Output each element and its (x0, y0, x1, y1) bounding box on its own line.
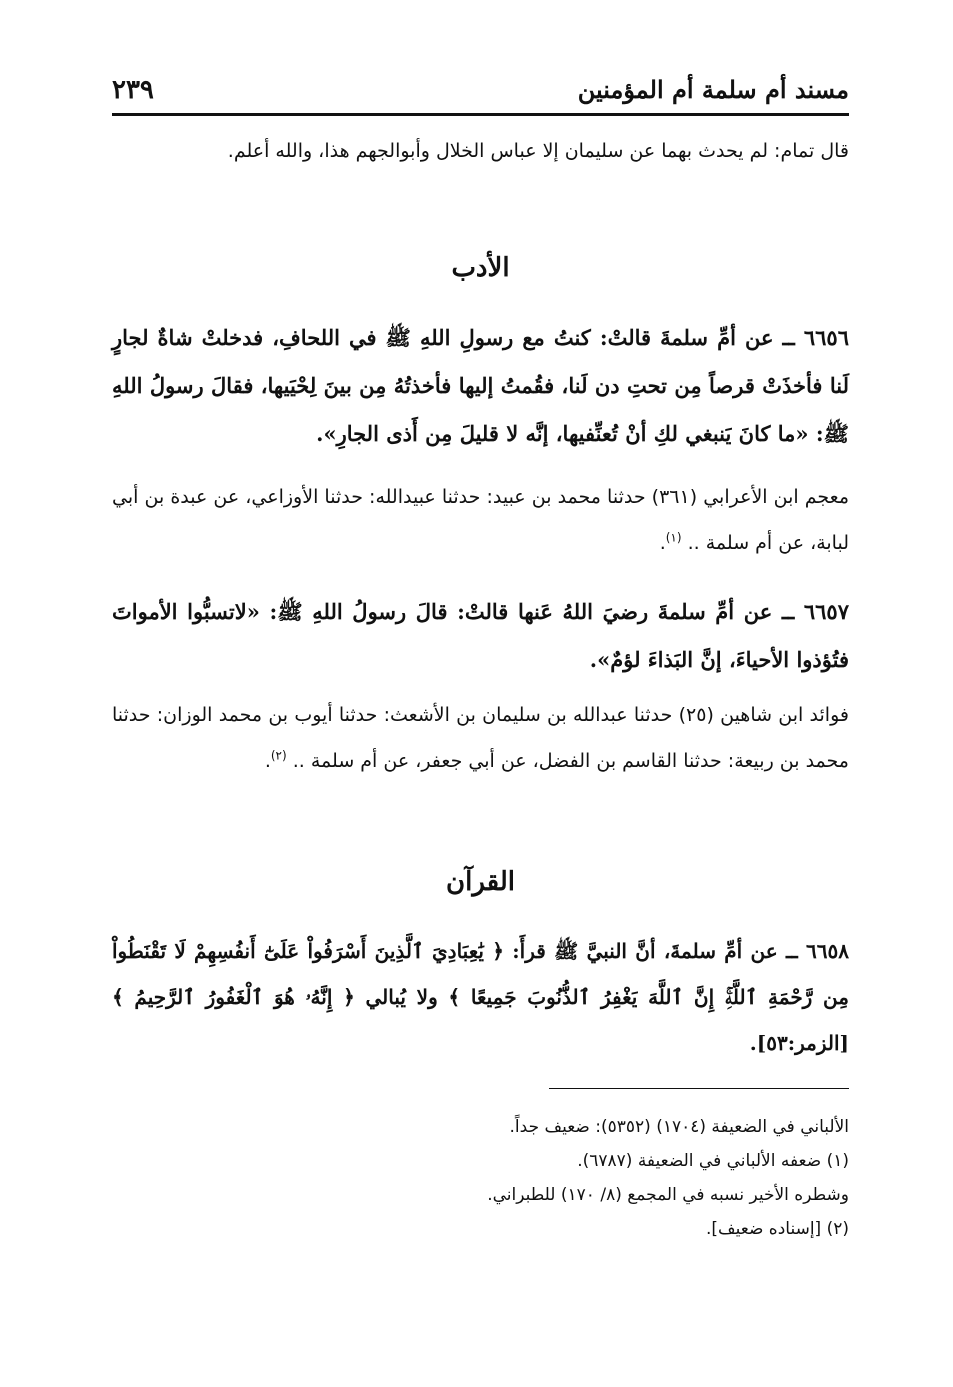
footnotes (112, 1110, 849, 1246)
footnote-line: وشطره الأخير نسبه في المجمع (٨/ ١٧٠) للطبراني. (487, 1185, 849, 1205)
footnote-1: (١) ضعفه الألباني في الضعيفة (٦٧٨٧). (577, 1151, 849, 1171)
source-text: معجم ابن الأعرابي (٣٦١) حدثنا محمد بن عبيد: حدثنا عبيدالله: حدثنا الأوزاعي، عن عبدة بن أبي لبابة، عن أم سلمة .. (112, 486, 850, 554)
source-text: فوائد ابن شاهين (٢٥) حدثنا عبدالله بن سليمان بن الأشعث: حدثنا أيوب بن محمد الوزان: حدثنا محمد بن ربيعة: حدثنا القاسم بن الفضل، عن أبي جعفر، عن أم سلمة .. (112, 704, 849, 772)
hadith-6656-source: معجم ابن الأعرابي (٣٦١) حدثنا محمد بن عبيد: حدثنا عبيدالله: حدثنا الأوزاعي، عن عبدة بن أبي لبابة، عن أم سلمة .. $^{(١)}$. (112, 486, 850, 554)
footnote-2: (٢) [إسناده ضعيف]. (705, 1219, 849, 1239)
footnote-line: الألباني في الضعيفة (١٧٠٤) (٥٣٥٢): ضعيف جداً. (509, 1117, 849, 1137)
intro-note: قال تمام: لم يحدث بهما عن سليمان إلا عباس الخلال وأبوالجهم هذا، والله أعلم. (227, 140, 849, 162)
hadith-6656: ٦٦٥٦ ــ عن أمِّ سلمةَ قالتْ: كنتُ مع رسولِ اللهِ ﷺ في اللحافِ، فدخلتْ شاةٌ لجارٍ لَنا فأخذَتْ قرصاً مِن تحتِ دن لَنا، فقُمتُ إليها فأخذتُهُ مِن بينَ لِحْيَيها، فقالَ رسولُ اللهِ ﷺ: «ما كانَ يَنبغي لكِ أنْ تُعنِّفيها، إنَّه لا قليلَ مِن أَذى الجارِ». (112, 325, 849, 446)
running-header-title: مسند أم سلمة أم المؤمنين (577, 75, 849, 104)
section-heading-adab: الأدب (451, 253, 510, 283)
section-heading-quran: القرآن (446, 867, 515, 897)
header-divider (112, 113, 849, 116)
footnote-ref-1: (١) (665, 530, 682, 545)
page-number: ٢٣٩ (112, 75, 154, 105)
hadith-6657-source: فوائد ابن شاهين (٢٥) حدثنا عبدالله بن سليمان بن الأشعث: حدثنا أيوب بن محمد الوزان: حدثنا محمد بن ربيعة: حدثنا القاسم بن الفضل، عن أبي جعفر، عن أم سلمة .. $^{(٢)}$. (112, 704, 849, 772)
footnote-divider (549, 1088, 849, 1089)
hadith-6658: ٦٦٥٨ ــ عن أمِّ سلمةَ، أنَّ النبيَّ ﷺ قرأَ: ﴿ يَٰعِبَادِيَ ٱلَّذِينَ أَسْرَفُواْ عَلَىٰٓ أَنفُسِهِمْ لَا تَقْنَطُواْ مِن رَّحْمَةِ ٱللَّهِۚ إِنَّ ٱللَّهَ يَغْفِرُ ٱلذُّنُوبَ جَمِيعًا ﴾ ولا يُبالي ﴿ إِنَّهُۥ هُوَ ٱلْغَفُورُ ٱلرَّحِيمُ ﴾ [الزمر:٥٣]. (112, 939, 849, 1055)
footnote-ref-2: (٢) (270, 748, 287, 763)
hadith-6657: ٦٦٥٧ ــ عن أمِّ سلمةَ رضيَ اللهُ عَنها قالتْ: قالَ رسولُ اللهِ ﷺ: «لاتسبُّوا الأمواتَ فتُؤذوا الأحياءَ، إنَّ البَذاءَ لؤمٌ». (112, 599, 849, 672)
running-header (112, 72, 849, 114)
